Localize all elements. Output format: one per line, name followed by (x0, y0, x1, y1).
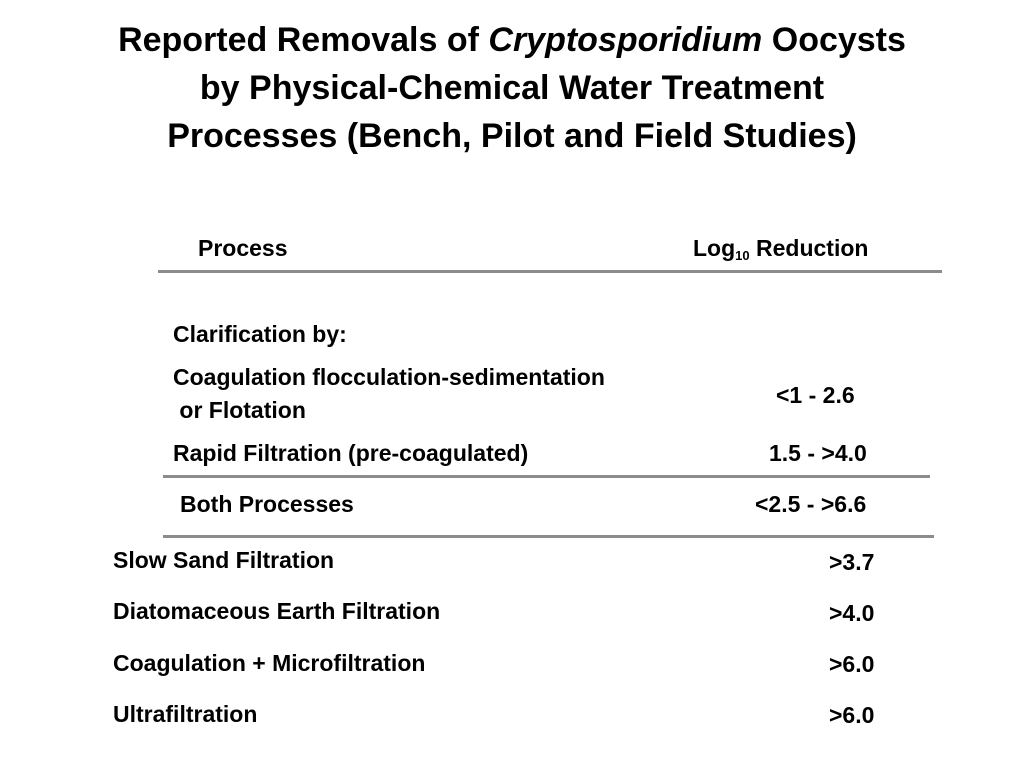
row-diatomaceous-value: >4.0 (829, 600, 875, 626)
title-italic-organism: Cryptosporidium (488, 21, 763, 59)
row-both-processes-value: <2.5 - >6.6 (755, 491, 867, 517)
header-log: Log (693, 235, 736, 261)
row-rapid-filtration-value: 1.5 - >4.0 (769, 440, 867, 466)
clarification-heading: Clarification by: (173, 321, 347, 347)
row-ultrafiltration-process: Ultrafiltration (113, 701, 258, 727)
row-slow-sand-process: Slow Sand Filtration (113, 547, 335, 573)
slide-title (112, 16, 912, 160)
row-rapid-filtration-process: Rapid Filtration (pre-coagulated) (173, 440, 529, 466)
header-rule (158, 270, 942, 273)
row-ultrafiltration-value: >6.0 (829, 702, 875, 728)
header-log-reduction (693, 234, 868, 262)
row-diatomaceous-process: Diatomaceous Earth Filtration (113, 598, 441, 624)
row-microfiltration-process: Coagulation + Microfiltration (113, 650, 426, 676)
row-coagulation-line-1: Coagulation flocculation-sedimentation (173, 364, 605, 390)
row-both-processes: Both Processes (180, 491, 354, 517)
row-coagulation-process (173, 361, 605, 427)
row-microfiltration-value: >6.0 (829, 651, 875, 677)
row-coagulation-value: <1 - 2.6 (776, 382, 855, 408)
header-log-subscript: 10 (735, 248, 750, 263)
header-reduction: Reduction (749, 235, 869, 261)
row-slow-sand-value: >3.7 (829, 549, 875, 575)
row-coagulation-line-2: or Flotation (173, 397, 306, 423)
both-processes-top-rule (163, 475, 930, 478)
title-part-2: Oocysts by Physical-Chemical Water Treatment Processes (Bench, Pilot and Field Studies) (167, 21, 906, 155)
header-process: Process (198, 235, 288, 261)
both-processes-bottom-rule (163, 535, 934, 538)
title-part-1: Reported Removals of (118, 21, 489, 59)
